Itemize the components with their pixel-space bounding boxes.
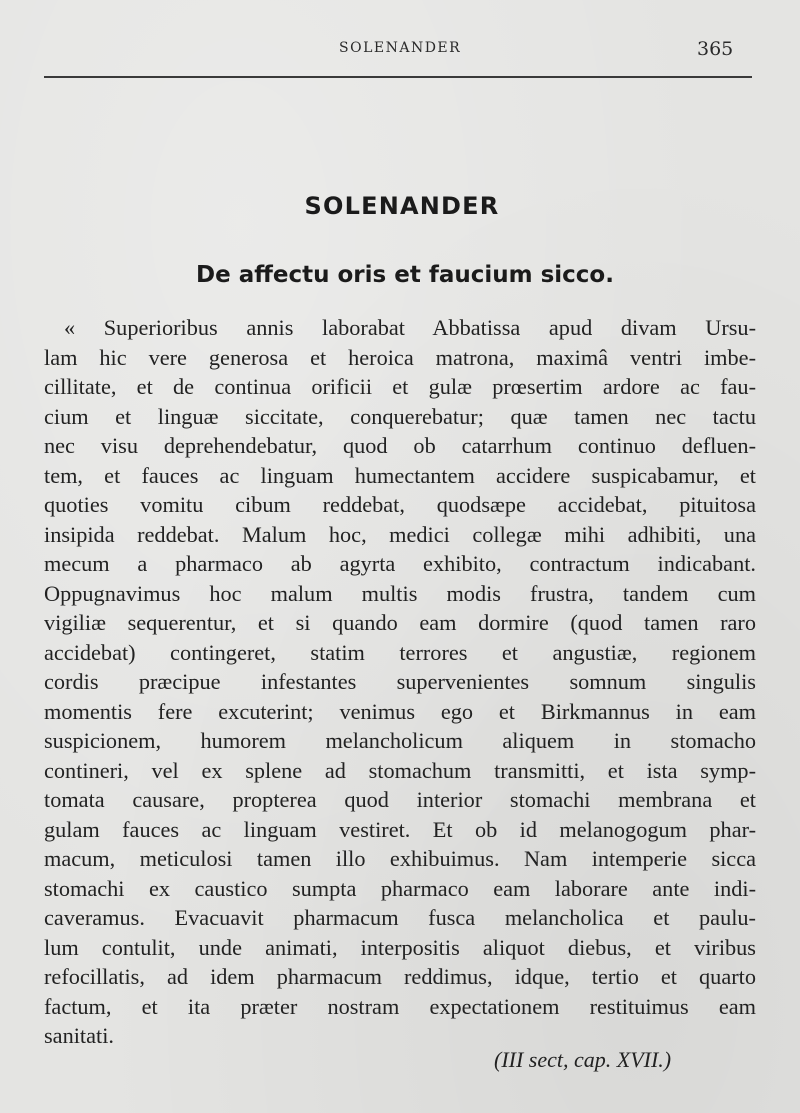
text-line: contineri, vel ex splene ad stomachum transmitti, et ista symp- <box>44 757 756 783</box>
text-line: cium et linguæ siccitate, conquerebatur; quæ tamen nec tactu <box>44 403 756 429</box>
text-line: suspicionem, humorem melancholicum aliquem in stomacho <box>44 728 756 753</box>
running-head <box>0 38 800 62</box>
text-line: factum, et ita præter nostram expectationem restituimus eam <box>44 993 756 1019</box>
text-line: quoties vomitu cibum reddebat, quodsæpe accidebat, pituitosa <box>44 492 756 517</box>
body-paragraph <box>44 313 756 1051</box>
text-line: sanitati. <box>44 1023 114 1048</box>
running-head-title: SOLENANDER <box>339 40 462 56</box>
source-citation: (III sect, cap. XVII.) <box>494 1047 672 1072</box>
text-line: tomata causare, propterea quod interior stomachi membrana et <box>44 787 756 812</box>
text-line: stomachi ex caustico sumpta pharmaco eam laborare ante indi- <box>44 875 756 901</box>
text-line: nec visu deprehendebatur, quod ob catarrhum continuo defluen- <box>44 433 756 458</box>
text-line: vigiliæ sequerentur, et si quando eam dormire (quod tamen raro <box>44 610 756 635</box>
text-line: refocillatis, ad idem pharmacum reddimus, idque, tertio et quarto <box>44 964 756 989</box>
text-line: insipida reddebat. Malum hoc, medici collegæ mihi adhibiti, una <box>44 521 756 547</box>
text-line: Oppugnavimus hoc malum multis modis frustra, tandem cum <box>44 580 756 606</box>
section-heading: SOLENANDER <box>304 192 500 220</box>
text-line: lum contulit, unde animati, interpositis aliquot diebus, et viribus <box>44 934 756 960</box>
text-line: mecum a pharmaco ab agyrta exhibito, contractum indicabant. <box>44 551 756 576</box>
text-line: lam hic vere generosa et heroica matrona, maximâ ventri imbe- <box>44 344 756 370</box>
text-line: macum, meticulosi tamen illo exhibuimus. Nam intemperie sicca <box>44 846 756 871</box>
text-line: momentis fere excuterint; venimus ego et Birkmannus in eam <box>44 698 756 724</box>
text-line: « Superioribus annis laborabat Abbatissa apud divam Ursu- <box>64 315 756 340</box>
text-line: tem, et fauces ac linguam humectantem accidere suspicabamur, et <box>44 462 756 488</box>
text-line: cordis præcipue infestantes supervenientes somnum singulis <box>44 669 756 694</box>
header-rule <box>44 76 752 78</box>
text-line: accidebat) contingeret, statim terrores et angustiæ, regionem <box>44 639 756 665</box>
page-number: 365 <box>697 38 734 60</box>
section-subheading: De affectu oris et faucium sicco. <box>196 262 614 288</box>
text-line: caveramus. Evacuavit pharmacum fusca melancholica et paulu- <box>44 905 756 930</box>
text-line: cillitate, et de continua orificii et gulæ prœsertim ardore ac fau- <box>44 374 756 399</box>
text-line: gulam fauces ac linguam vestiret. Et ob id melanogogum phar- <box>44 816 756 842</box>
